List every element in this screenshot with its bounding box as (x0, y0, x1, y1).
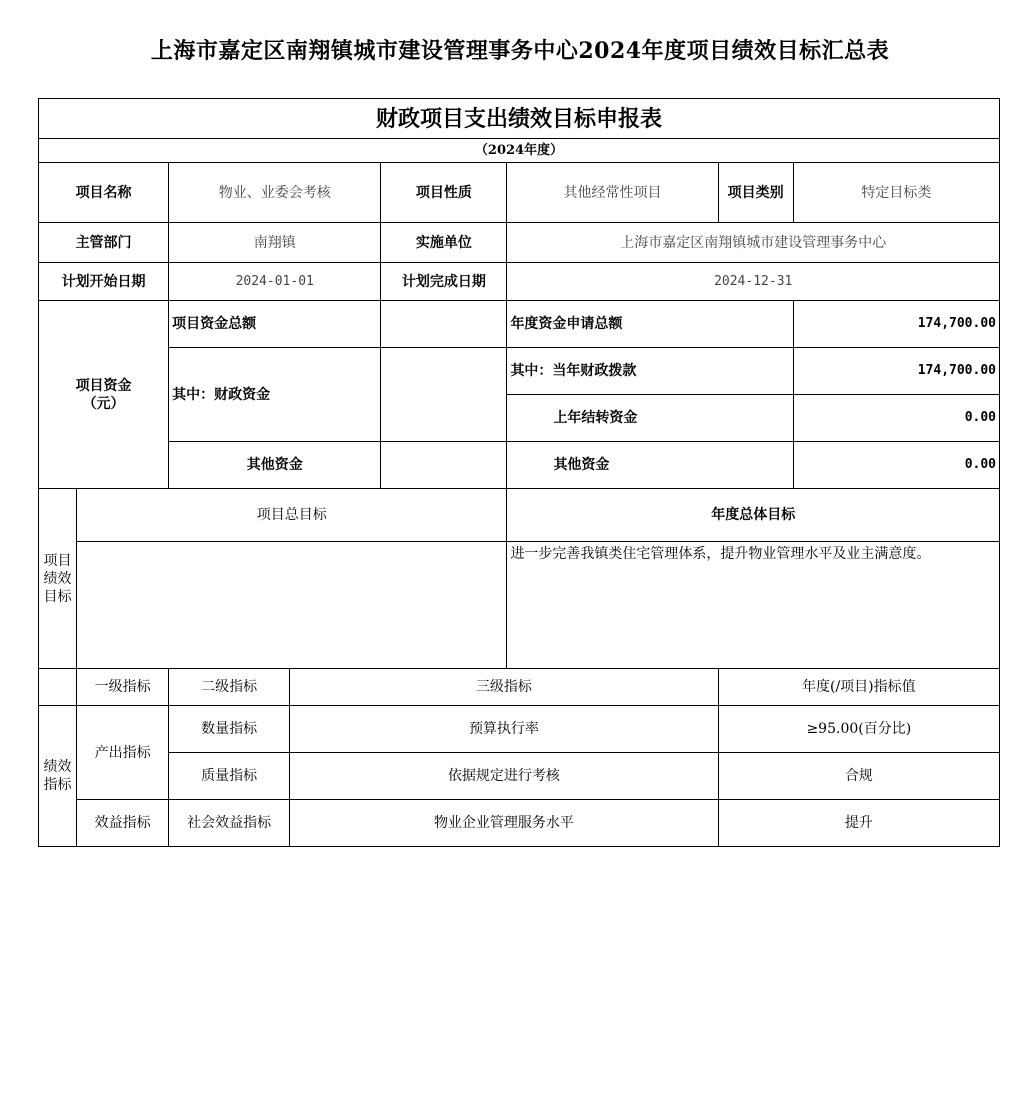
current-fiscal-label: 其中：当年财政拨款 (507, 348, 793, 395)
carryover-value: 0.00 (793, 395, 999, 442)
indicator-header-level2: 二级指标 (169, 669, 290, 706)
annual-total-value: 174,700.00 (793, 301, 999, 348)
indicator-level2: 数量指标 (169, 706, 290, 753)
indicators-section-label: 绩效指标 (39, 706, 77, 847)
project-nature-label: 项目性质 (381, 163, 507, 223)
indicator-level3: 物业企业管理服务水平 (290, 800, 718, 847)
table-row (39, 753, 1000, 800)
other-funds-value (381, 442, 507, 489)
start-date-label: 计划开始日期 (39, 263, 169, 301)
indicator-level1: 产出指标 (77, 706, 169, 800)
current-fiscal-value: 174,700.00 (793, 348, 999, 395)
indicator-header-level1: 一级指标 (77, 669, 169, 706)
form-year: （2024年度） (39, 139, 1000, 163)
funds-section-label-line1: 项目资金 (75, 377, 132, 394)
indicator-header-blank (39, 669, 77, 706)
end-date-label: 计划完成日期 (381, 263, 507, 301)
indicator-header-value: 年度(/项目)指标值 (718, 669, 999, 706)
indicator-level1: 效益指标 (77, 800, 169, 847)
annual-other-label: 其他资金 (507, 442, 793, 489)
project-name-value: 物业、业委会考核 (169, 163, 381, 223)
indicator-level2: 社会效益指标 (169, 800, 290, 847)
goals-section-label: 项目绩效目标 (39, 489, 77, 669)
indicator-level2: 质量指标 (169, 753, 290, 800)
indicator-level3: 预算执行率 (290, 706, 718, 753)
annual-goal-label: 年度总体目标 (507, 489, 1000, 542)
indicator-value: 提升 (718, 800, 999, 847)
total-funds-value (381, 301, 507, 348)
end-date-value: 2024-12-31 (507, 263, 1000, 301)
overall-goal-label: 项目总目标 (77, 489, 507, 542)
unit-value: 上海市嘉定区南翔镇城市建设管理事务中心 (507, 223, 1000, 263)
indicator-header-level3: 三级指标 (290, 669, 718, 706)
project-nature-value: 其他经常性项目 (507, 163, 718, 223)
project-category-value: 特定目标类 (793, 163, 999, 223)
fiscal-funds-value (381, 348, 507, 442)
dept-label: 主管部门 (39, 223, 169, 263)
carryover-label: 上年结转资金 (507, 395, 793, 442)
total-funds-label: 项目资金总额 (169, 301, 381, 348)
dept-value: 南翔镇 (169, 223, 381, 263)
indicator-value: 合规 (718, 753, 999, 800)
fiscal-funds-label: 其中：财政资金 (169, 348, 381, 442)
project-name-label: 项目名称 (39, 163, 169, 223)
annual-goal-text: 进一步完善我镇类住宅管理体系，提升物业管理水平及业主满意度。 (507, 542, 1000, 669)
table-row (39, 706, 1000, 753)
unit-label: 实施单位 (381, 223, 507, 263)
annual-total-label: 年度资金申请总额 (507, 301, 793, 348)
indicator-value: ≥95.00(百分比) (718, 706, 999, 753)
project-category-label: 项目类别 (718, 163, 793, 223)
start-date-value: 2024-01-01 (169, 263, 381, 301)
indicator-level3: 依据规定进行考核 (290, 753, 718, 800)
performance-target-form (38, 98, 1000, 847)
table-row (39, 800, 1000, 847)
overall-goal-text (77, 542, 507, 669)
funds-section-label (39, 301, 169, 489)
page-title: 上海市嘉定区南翔镇城市建设管理事务中心2024年度项目绩效目标汇总表 (150, 38, 890, 64)
other-funds-label: 其他资金 (169, 442, 381, 489)
form-title: 财政项目支出绩效目标申报表 (39, 99, 1000, 139)
funds-section-label-line2: （元） (82, 395, 125, 412)
annual-other-value: 0.00 (793, 442, 999, 489)
